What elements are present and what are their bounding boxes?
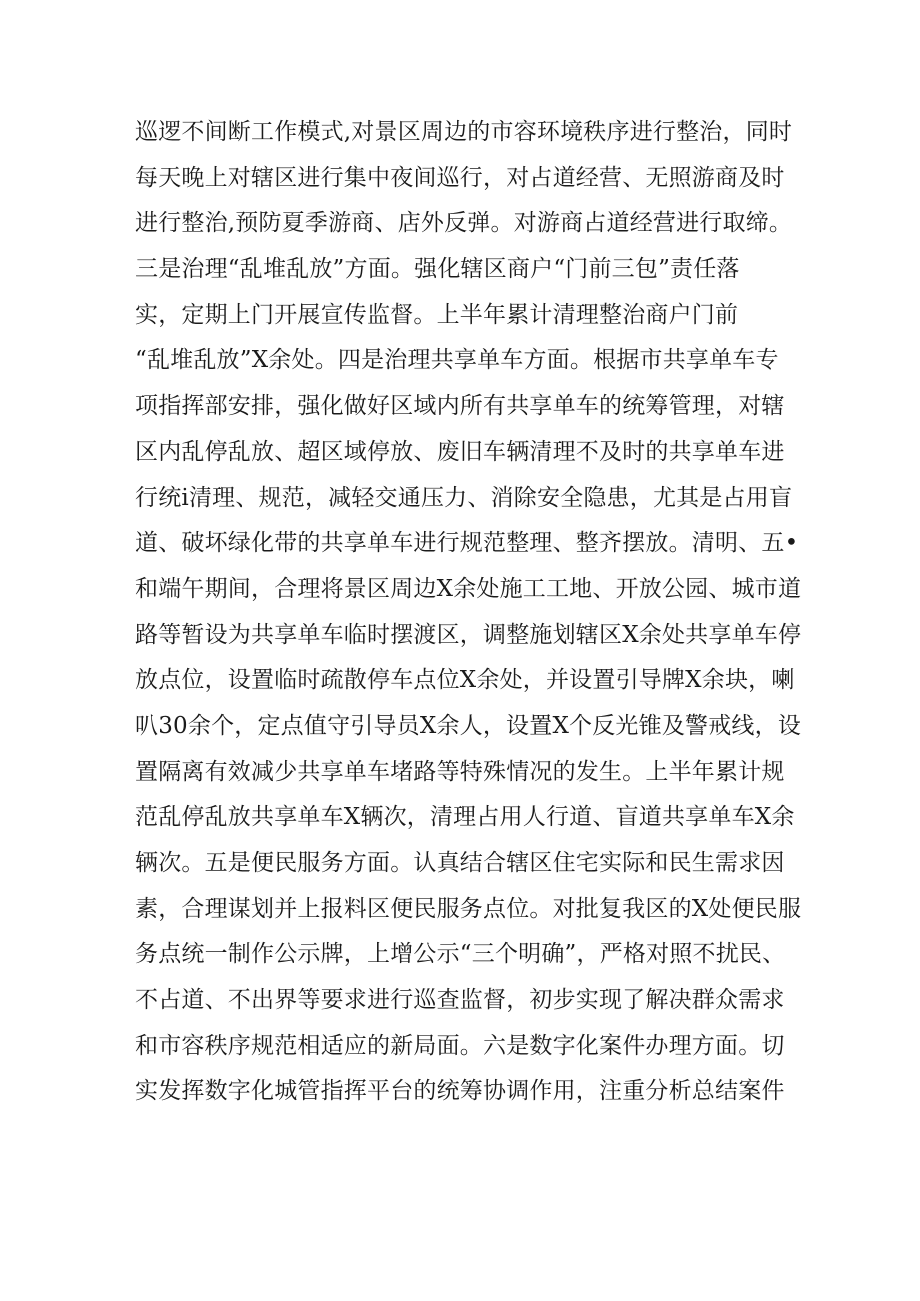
text-line: 叭30余个，定点值守引导员X余人，设置X个反光锥及警戒线，设 — [135, 712, 802, 739]
text-line: 范乱停乱放共享单车X辆次，清理占用人行道、盲道共享单车X余 — [135, 804, 795, 831]
text-line: 素，合理谋划并上报料区便民服务点位。对批复我区的X处便民服 — [135, 895, 802, 922]
text-line: 置隔离有效减少共享单车堵路等特殊情况的发生。上半年累计规 — [135, 758, 785, 785]
text-line: 项指挥部安排，强化做好区域内所有共享单车的统筹管理，对辖 — [135, 393, 785, 420]
text-line: 路等暂设为共享单车临时摆渡区，调整施划辖区X余处共享单车停 — [135, 621, 802, 648]
text-line: 不占道、不出界等要求进行巡查监督，初步实现了解决群众需求 — [135, 987, 785, 1014]
text-line: 区内乱停乱放、超区域停放、废旧车辆清理不及时的共享单车进 — [135, 438, 785, 465]
text-line: 辆次。五是便民服务方面。认真结合辖区住宅实际和民生需求因 — [135, 850, 785, 876]
text-line: 和市容秩序规范相适应的新局面。六是数字化案件办理方面。切 — [135, 1032, 785, 1059]
text-line: 行统i清理、规范，减轻交通压力、消除安全隐患，尤其是占用盲 — [135, 484, 793, 511]
text-line: “乱堆乱放”X余处。四是治理共享单车方面。根据市共享单车专 — [135, 347, 779, 374]
body-paragraph — [135, 110, 802, 1115]
text-line: 实，定期上门开展宣传监督。上半年累计清理整治商户门前 — [135, 301, 739, 328]
text-line: 实发挥数字化城管指挥平台的统筹协调作用，注重分析总结案件 — [135, 1078, 785, 1105]
text-line: 巡逻不间断工作模式,对景区周边的市容环境秩序进行整治，同时 — [135, 119, 793, 145]
text-line: 放点位，设置临时疏散停车点位X余处，并设置引导牌X余块，喇 — [135, 667, 795, 694]
text-line: 每天晚上对辖区进行集中夜间巡行，对占道经营、无照游商及时 — [135, 164, 785, 191]
text-line: 道、破坏绿化带的共享单车进行规范整理、整齐摆放。清明、五• — [135, 530, 799, 557]
text-line: 进行整治,预防夏季游商、店外反弹。对游商占道经营进行取缔。 — [135, 210, 793, 237]
text-line: 务点统一制作公示牌，上增公示“三个明确”，严格对照不扰民、 — [135, 941, 786, 968]
text-line: 三是治理“乱堆乱放”方面。强化辖区商户“门前三包”责任落 — [135, 256, 740, 283]
text-line: 和端午期间，合理将景区周边X余处施工工地、开放公园、城市道 — [135, 575, 802, 602]
